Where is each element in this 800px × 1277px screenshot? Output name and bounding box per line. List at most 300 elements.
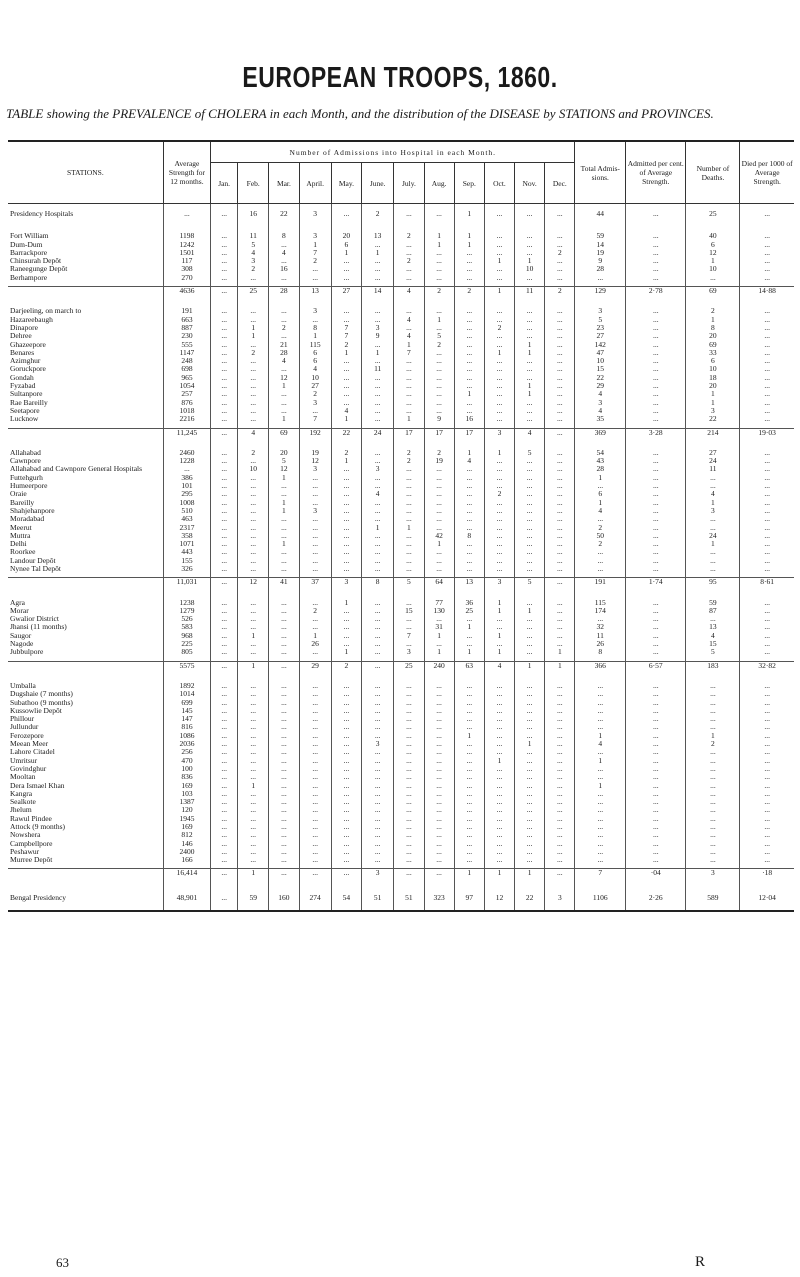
table-cell: 41 xyxy=(269,578,299,587)
table-cell: 54 xyxy=(575,449,626,457)
table-cell: ... xyxy=(740,748,794,756)
table-cell: 2 xyxy=(686,307,740,315)
table-cell: 19 xyxy=(299,449,331,457)
spacer-cell xyxy=(575,587,626,599)
table-cell: 5 xyxy=(424,332,454,340)
table-cell: ... xyxy=(269,648,299,656)
table-cell: ... xyxy=(269,723,299,731)
table-cell: ... xyxy=(545,332,575,340)
table-cell: ... xyxy=(626,773,686,781)
table-row xyxy=(8,840,794,848)
table-cell: ... xyxy=(626,615,686,623)
table-cell: ... xyxy=(299,499,331,507)
table-cell: ... xyxy=(740,482,794,490)
table-cell: 24 xyxy=(362,428,394,437)
table-cell: ... xyxy=(238,540,269,548)
table-cell: 2216 xyxy=(163,415,210,423)
station-name-cell: Jullundur xyxy=(10,723,39,732)
table-cell: ... xyxy=(686,798,740,806)
table-cell: ... xyxy=(211,840,238,848)
table-cell: 1945 xyxy=(163,815,210,823)
table-cell: 1 xyxy=(394,341,424,349)
table-cell: 4 xyxy=(575,740,626,748)
table-cell: ... xyxy=(269,748,299,756)
table-cell: 29 xyxy=(299,661,331,670)
table-cell: ... xyxy=(269,732,299,740)
table-cell: ... xyxy=(331,607,361,615)
table-cell: ... xyxy=(454,848,484,856)
table-cell: ... xyxy=(454,382,484,390)
table-cell: ... xyxy=(575,806,626,814)
table-cell: ... xyxy=(211,894,238,902)
table-cell: ... xyxy=(424,806,454,814)
table-cell: ... xyxy=(211,732,238,740)
table-cell: ... xyxy=(238,723,269,731)
table-cell: ... xyxy=(545,740,575,748)
table-cell: 1 xyxy=(454,623,484,631)
table-cell: ... xyxy=(515,732,545,740)
table-cell: 5 xyxy=(515,578,545,587)
station-name-cell: Saugor xyxy=(10,631,32,640)
spacer-cell xyxy=(331,587,361,599)
table-cell: ... xyxy=(686,715,740,723)
table-row xyxy=(8,257,794,265)
table-cell: ... xyxy=(362,457,394,465)
table-cell: 145 xyxy=(163,707,210,715)
table-cell: ... xyxy=(626,806,686,814)
table-cell: ... xyxy=(545,449,575,457)
table-cell: ... xyxy=(238,482,269,490)
table-cell: ... xyxy=(686,831,740,839)
table-cell: ... xyxy=(454,823,484,831)
table-cell: ... xyxy=(331,565,361,573)
table-cell: ... xyxy=(545,715,575,723)
table-cell: ... xyxy=(362,661,394,670)
table-cell: 1 xyxy=(454,232,484,240)
table-cell: ... xyxy=(424,349,454,357)
table-cell: ... xyxy=(362,773,394,781)
table-cell: ... xyxy=(424,565,454,573)
table-cell: 12 xyxy=(269,374,299,382)
table-cell: 9 xyxy=(424,415,454,423)
table-cell: ... xyxy=(362,715,394,723)
table-cell: ... xyxy=(211,287,238,296)
table-cell: ... xyxy=(238,274,269,282)
table-cell: ... xyxy=(515,474,545,482)
spacer-cell xyxy=(8,218,163,232)
table-cell: 4 xyxy=(394,287,424,296)
station-name-cell: Moradabad xyxy=(10,515,45,524)
table-cell: ... xyxy=(269,515,299,523)
spacer-cell xyxy=(686,902,740,911)
table-caption: TABLE showing the PREVALENCE of CHOLERA in each Month, and the distribution of the DISEASE by STATIONS and PROVINCES. xyxy=(6,106,714,121)
station-name-cell: Cawnpore xyxy=(10,457,41,466)
table-cell: ... xyxy=(238,524,269,532)
table-cell: ... xyxy=(686,806,740,814)
table-cell: ... xyxy=(740,210,794,218)
table-cell: ... xyxy=(299,715,331,723)
table-cell: ... xyxy=(626,532,686,540)
table-cell: 7 xyxy=(331,332,361,340)
table-cell: ... xyxy=(484,782,514,790)
table-cell: ... xyxy=(545,682,575,690)
table-cell: ... xyxy=(686,765,740,773)
table-cell: ... xyxy=(424,407,454,415)
spacer-cell xyxy=(163,587,210,599)
table-cell: ... xyxy=(394,765,424,773)
table-cell: ... xyxy=(299,773,331,781)
cholera-table-container xyxy=(8,140,794,912)
spacer-cell xyxy=(394,295,424,307)
table-cell: 887 xyxy=(163,324,210,332)
table-cell: ... xyxy=(626,474,686,482)
table-cell: ... xyxy=(299,265,331,273)
table-cell: ... xyxy=(484,707,514,715)
table-cell: ... xyxy=(424,831,454,839)
table-cell: ... xyxy=(331,707,361,715)
table-cell: ... xyxy=(454,831,484,839)
table-cell: ... xyxy=(211,465,238,473)
table-cell: 248 xyxy=(163,357,210,365)
spacer-cell xyxy=(238,902,269,911)
table-cell: 22 xyxy=(331,428,361,437)
table-cell: ... xyxy=(211,757,238,765)
table-cell: ... xyxy=(211,324,238,332)
table-cell: ... xyxy=(575,715,626,723)
spacer-cell xyxy=(362,587,394,599)
table-cell: 5 xyxy=(394,578,424,587)
table-cell: ... xyxy=(575,682,626,690)
table-cell: ... xyxy=(740,599,794,607)
table-cell: ... xyxy=(484,806,514,814)
table-row xyxy=(8,615,794,623)
table-cell: ... xyxy=(626,382,686,390)
table-cell: 2 xyxy=(454,287,484,296)
table-cell: ... xyxy=(211,332,238,340)
table-cell: ... xyxy=(211,507,238,515)
table-cell: ... xyxy=(454,748,484,756)
spacer-cell xyxy=(299,437,331,449)
table-row xyxy=(8,415,794,423)
table-cell: ... xyxy=(238,715,269,723)
table-cell: 12 xyxy=(299,457,331,465)
table-cell: 50 xyxy=(575,532,626,540)
spacer-cell xyxy=(515,587,545,599)
table-cell: ... xyxy=(515,640,545,648)
spacer-cell xyxy=(331,902,361,911)
table-cell: 7 xyxy=(299,249,331,257)
table-cell: ... xyxy=(331,723,361,731)
table-cell: ... xyxy=(626,365,686,373)
table-cell: ... xyxy=(362,757,394,765)
spacer-cell xyxy=(238,878,269,894)
table-cell: ... xyxy=(238,648,269,656)
table-cell: ... xyxy=(394,357,424,365)
table-cell: 13 xyxy=(454,578,484,587)
table-cell: ... xyxy=(545,540,575,548)
table-cell: 470 xyxy=(163,757,210,765)
table-cell: ... xyxy=(424,507,454,515)
table-cell: ... xyxy=(515,765,545,773)
table-cell: ... xyxy=(269,806,299,814)
table-cell: 1147 xyxy=(163,349,210,357)
table-cell: 2 xyxy=(484,490,514,498)
table-cell: 7 xyxy=(394,632,424,640)
table-row xyxy=(8,540,794,548)
spacer-cell xyxy=(8,878,163,894)
header-month: Aug. xyxy=(424,163,454,204)
station-name-cell: Attock (9 months) xyxy=(10,823,65,831)
table-cell: ... xyxy=(545,557,575,565)
table-cell: ... xyxy=(686,856,740,864)
table-cell: 174 xyxy=(575,607,626,615)
spacer-cell xyxy=(8,587,163,599)
table-cell: ... xyxy=(362,831,394,839)
station-name-cell: Dehree xyxy=(10,332,32,341)
table-cell: ... xyxy=(299,790,331,798)
table-cell: 1 xyxy=(575,782,626,790)
spacer-cell xyxy=(454,295,484,307)
station-name-cell xyxy=(8,661,163,670)
table-cell: ... xyxy=(211,773,238,781)
table-cell: ... xyxy=(454,257,484,265)
table-cell: ... xyxy=(454,557,484,565)
spacer-cell xyxy=(299,902,331,911)
table-row xyxy=(8,399,794,407)
table-cell: 4 xyxy=(362,490,394,498)
table-cell: 4 xyxy=(299,365,331,373)
table-cell: ... xyxy=(454,407,484,415)
table-cell: ... xyxy=(362,707,394,715)
table-cell: ... xyxy=(545,565,575,573)
table-cell: 20 xyxy=(269,449,299,457)
spacer-cell xyxy=(424,902,454,911)
table-cell: 3 xyxy=(575,307,626,315)
table-cell: ... xyxy=(211,499,238,507)
header-month: Nov. xyxy=(515,163,545,204)
station-name-cell: Gwalior District xyxy=(10,615,59,624)
table-cell: ... xyxy=(238,773,269,781)
table-cell: ... xyxy=(269,332,299,340)
table-cell: ... xyxy=(331,482,361,490)
table-cell: ... xyxy=(484,748,514,756)
table-cell: ... xyxy=(545,806,575,814)
table-cell: ... xyxy=(484,274,514,282)
table-cell: ... xyxy=(575,748,626,756)
table-cell: 25 xyxy=(394,661,424,670)
table-cell: ... xyxy=(424,640,454,648)
table-cell: 358 xyxy=(163,532,210,540)
table-cell: 4 xyxy=(238,428,269,437)
table-cell: ... xyxy=(362,557,394,565)
spacer-cell xyxy=(575,670,626,682)
spacer-cell xyxy=(299,587,331,599)
table-cell: ... xyxy=(454,490,484,498)
table-row xyxy=(8,232,794,240)
table-cell: ... xyxy=(238,390,269,398)
table-cell: 12 xyxy=(686,249,740,257)
table-cell: ... xyxy=(394,682,424,690)
table-cell: ... xyxy=(484,740,514,748)
table-cell: 1 xyxy=(394,524,424,532)
table-cell: ... xyxy=(331,823,361,831)
station-name-cell: Sultanpore xyxy=(10,390,43,399)
station-name-cell: Bengal Presidency xyxy=(10,893,67,902)
table-cell: ... xyxy=(299,815,331,823)
table-cell: ... xyxy=(515,840,545,848)
table-cell: ... xyxy=(545,515,575,523)
table-cell: ... xyxy=(211,599,238,607)
table-cell: 4 xyxy=(575,390,626,398)
table-cell: 29 xyxy=(575,382,626,390)
table-row xyxy=(8,316,794,324)
table-cell: ... xyxy=(545,831,575,839)
table-cell: ... xyxy=(424,765,454,773)
table-cell: 8 xyxy=(362,578,394,587)
table-cell: 51 xyxy=(394,894,424,902)
table-cell: 16 xyxy=(238,210,269,218)
table-cell: 2 xyxy=(269,324,299,332)
spacer-cell xyxy=(626,902,686,911)
table-cell: ... xyxy=(394,740,424,748)
table-cell: ... xyxy=(740,640,794,648)
table-row xyxy=(8,607,794,615)
spacer-cell xyxy=(8,295,163,307)
station-name-cell: Barrackpore xyxy=(10,248,48,257)
table-cell: 117 xyxy=(163,257,210,265)
spacer-cell xyxy=(740,878,794,894)
spacer-cell xyxy=(626,295,686,307)
table-cell: ... xyxy=(299,740,331,748)
table-cell: 3 xyxy=(331,578,361,587)
table-cell: ... xyxy=(740,699,794,707)
spacer-cell xyxy=(545,670,575,682)
table-cell: 2 xyxy=(299,390,331,398)
table-cell: ... xyxy=(269,823,299,831)
spacer-cell xyxy=(394,902,424,911)
table-cell: 1 xyxy=(362,524,394,532)
table-cell: ... xyxy=(626,257,686,265)
table-cell: ... xyxy=(515,482,545,490)
table-cell: ... xyxy=(545,490,575,498)
table-cell: 1 xyxy=(484,632,514,640)
table-cell: ... xyxy=(394,507,424,515)
table-cell: 11 xyxy=(515,287,545,296)
table-cell: 11,245 xyxy=(163,428,210,437)
spacer-cell xyxy=(394,437,424,449)
table-cell: ... xyxy=(626,707,686,715)
station-name-cell xyxy=(8,287,163,296)
table-cell: ... xyxy=(299,540,331,548)
table-cell: 1 xyxy=(238,661,269,670)
table-cell: ... xyxy=(454,715,484,723)
table-cell: ... xyxy=(238,557,269,565)
table-cell: ... xyxy=(269,565,299,573)
table-cell: ... xyxy=(424,465,454,473)
table-cell: ... xyxy=(211,274,238,282)
table-cell: ... xyxy=(484,823,514,831)
table-cell: 20 xyxy=(331,232,361,240)
table-cell: ... xyxy=(686,682,740,690)
station-name-cell: Bareilly xyxy=(10,498,35,507)
table-cell: 22 xyxy=(269,210,299,218)
table-cell: ... xyxy=(740,307,794,315)
table-cell: ... xyxy=(626,390,686,398)
table-cell: ... xyxy=(740,332,794,340)
spacer-cell xyxy=(211,295,238,307)
table-cell: 24 xyxy=(686,532,740,540)
table-cell: ... xyxy=(484,407,514,415)
table-cell: ... xyxy=(394,798,424,806)
table-cell: 37 xyxy=(299,578,331,587)
table-cell: 11,031 xyxy=(163,578,210,587)
spacer-cell xyxy=(238,670,269,682)
table-cell: ... xyxy=(626,682,686,690)
table-cell: ... xyxy=(740,532,794,540)
table-cell: 63 xyxy=(454,661,484,670)
table-cell: ... xyxy=(484,415,514,423)
table-cell: ... xyxy=(484,557,514,565)
table-cell: ... xyxy=(740,798,794,806)
table-cell: ... xyxy=(575,765,626,773)
table-cell: ... xyxy=(362,732,394,740)
table-cell: ... xyxy=(454,341,484,349)
table-cell: 1238 xyxy=(163,599,210,607)
spacer-cell xyxy=(362,902,394,911)
table-row xyxy=(8,548,794,556)
table-cell: ... xyxy=(299,831,331,839)
table-cell: ... xyxy=(394,615,424,623)
table-cell: ... xyxy=(515,374,545,382)
table-cell: ... xyxy=(424,524,454,532)
table-cell: ... xyxy=(331,557,361,565)
table-cell: ... xyxy=(211,399,238,407)
table-cell: ... xyxy=(362,265,394,273)
station-name-cell: Kangra xyxy=(10,789,33,798)
spacer-cell xyxy=(163,437,210,449)
table-cell: ... xyxy=(211,374,238,382)
table-row xyxy=(8,565,794,573)
table-cell: ... xyxy=(299,806,331,814)
station-name-cell: Peshawur xyxy=(10,847,40,856)
station-name-cell: Campbellpore xyxy=(10,839,53,848)
table-cell: 20 xyxy=(686,332,740,340)
table-cell: ... xyxy=(269,848,299,856)
table-cell: ... xyxy=(484,382,514,390)
table-cell: ... xyxy=(515,790,545,798)
table-cell: ... xyxy=(740,407,794,415)
station-name-cell: Mooltan xyxy=(10,773,36,782)
table-cell: ... xyxy=(740,815,794,823)
spacer-cell xyxy=(515,878,545,894)
table-cell: ... xyxy=(454,548,484,556)
table-cell: 44 xyxy=(575,210,626,218)
table-cell: 42 xyxy=(424,532,454,540)
table-cell: ... xyxy=(740,565,794,573)
table-cell: 4 xyxy=(331,407,361,415)
table-cell: ... xyxy=(515,399,545,407)
table-cell: ... xyxy=(269,815,299,823)
table-cell: ... xyxy=(515,757,545,765)
table-cell: 3 xyxy=(484,578,514,587)
table-cell: 2 xyxy=(394,232,424,240)
table-cell: ... xyxy=(545,474,575,482)
table-cell: 2 xyxy=(394,257,424,265)
table-cell: ... xyxy=(454,482,484,490)
header-month: Jan. xyxy=(211,163,238,204)
page-number: 63 xyxy=(56,1255,69,1270)
table-cell: 3 xyxy=(686,869,740,878)
